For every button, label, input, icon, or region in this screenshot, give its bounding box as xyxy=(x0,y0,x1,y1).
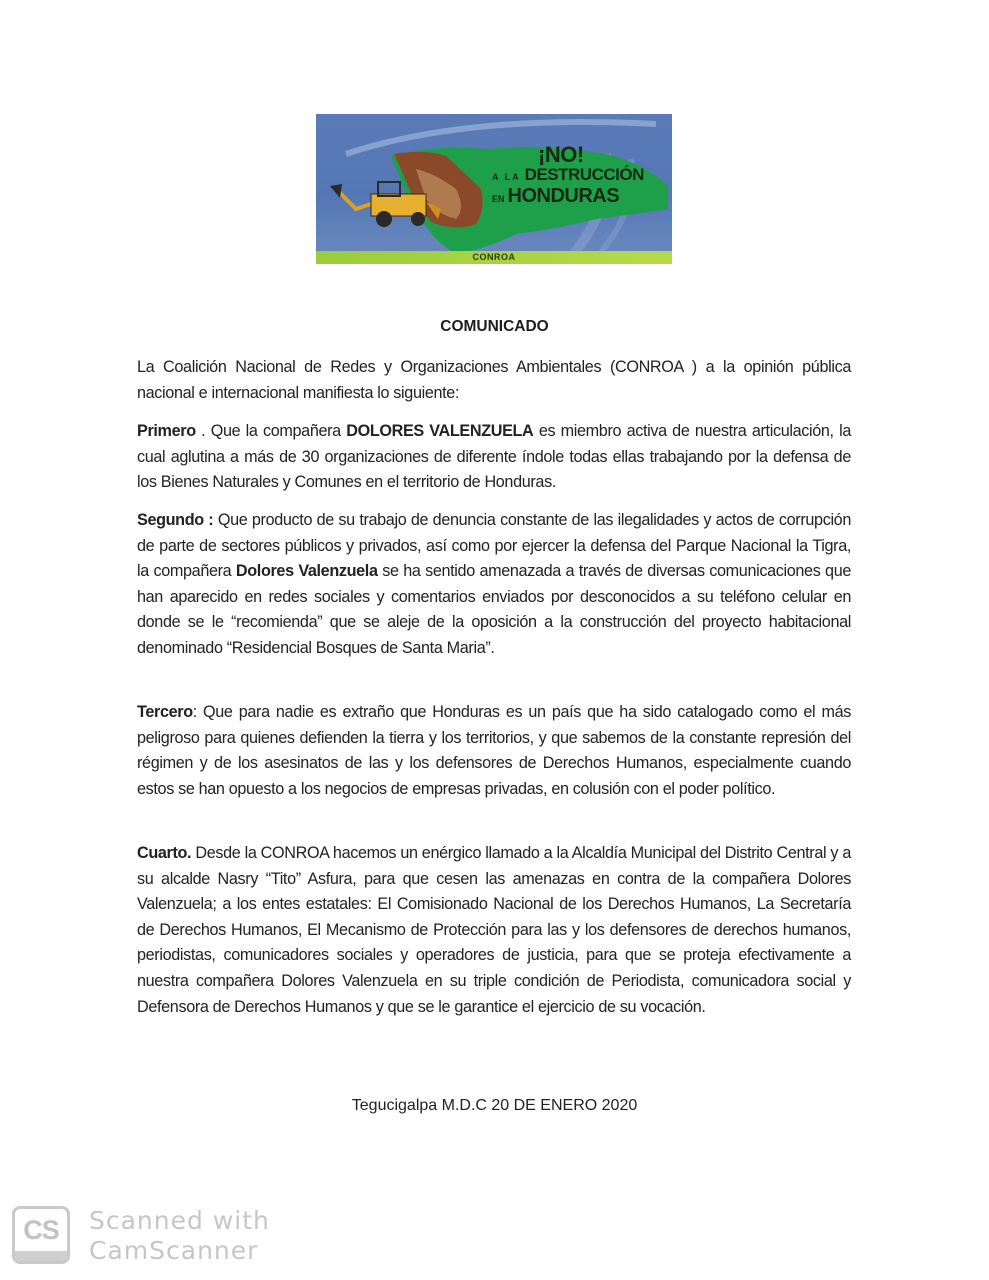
camscanner-logo-icon xyxy=(12,1206,70,1264)
cuarto-text: Desde la CONROA hacemos un enérgico llamado a la Alcaldía Municipal del Distrito Central y a su alcalde Nasry “Tito” Asfura, para que cesen las amenazas en contra de la compañera Dolores Valenzuela; a los entes estatales: El Comisionado Nacional de los Derechos Humanos, La Secretaría de Derechos Humanos, El Mecanismo de Protección para las y los defensores de derechos humanos, periodistas, comunicadores sociales y operadores de justicia, para que se proteja efectivamente a nuestra compañera Dolores Valenzuela en su triple condición de Periodista, comunicadora social y Defensora de Derechos Humanos y que se le garantice el ejercicio de su vocación. xyxy=(137,844,851,1016)
paragraph-cuarto xyxy=(137,841,851,1020)
logo-band-label: CONROA xyxy=(472,252,516,262)
watermark-line-1: Scanned with xyxy=(89,1206,270,1235)
primero-text-1: . Que la compañera xyxy=(195,422,347,440)
logo-row-destruccion xyxy=(492,166,644,186)
date-line: Tegucigalpa M.D.C 20 DE ENERO 2020 xyxy=(351,1097,638,1114)
paragraph-segundo xyxy=(137,508,851,662)
segundo-label: Segundo : xyxy=(137,511,214,529)
primero-name: DOLORES VALENZUELA xyxy=(346,422,534,440)
watermark-line-2: CamScanner xyxy=(89,1236,259,1265)
segundo-name: Dolores Valenzuela xyxy=(235,562,378,581)
logo-honduras: HONDURAS xyxy=(507,185,620,207)
paragraph-tercero xyxy=(137,700,851,802)
paragraph-primero xyxy=(137,419,851,496)
logo-slogan xyxy=(492,144,670,209)
logo-a-la: A LA xyxy=(492,172,521,182)
logo-row-no xyxy=(492,144,584,166)
logo-destruccion: DESTRUCCIÓN xyxy=(524,165,644,184)
primero-label: Primero xyxy=(137,422,196,440)
logo-en: EN xyxy=(492,194,505,204)
logo-no: ¡NO! xyxy=(538,142,584,167)
tercero-text: : Que para nadie es extraño que Honduras es un país que ha sido catalogado como el más peligroso para quienes defienden la tierra y los territorios, y que sabemos de la constante represión del régimen y de los asesinatos de las y los defensores de Derechos Humanos, especialmente cuando estos se han opuesto a los negocios de empresas privadas, en colusión con el poder político. xyxy=(137,703,851,798)
segundo-text-1: Que producto de su trabajo de denuncia constante de las ilegalidades y actos de corrupción de parte de sectores públicos y privados, así como por ejercer la defensa del Parque Nacional la Tigra, la compañera xyxy=(137,511,851,581)
document-title: COMUNICADO xyxy=(440,318,549,335)
camscanner-badge-text: CS xyxy=(23,1215,59,1245)
tercero-label: Tercero xyxy=(137,703,193,721)
logo-band xyxy=(316,251,672,264)
segundo-text-2: se ha sentido amenazada a través de diversas comunicaciones que han aparecido en redes sociales y comentarios enviados por desconocidos a su teléfono celular en donde se le “recomienda” que se aleje de la oposición a la construcción del proyecto habitacional denominado “Residencial Bosques de Santa Maria”. xyxy=(137,562,852,657)
logo-row-honduras xyxy=(492,186,619,209)
cuarto-label: Cuarto. xyxy=(137,844,192,862)
conroa-logo-banner xyxy=(316,114,672,264)
watermark-text xyxy=(89,1206,270,1266)
intro-paragraph: La Coalición Nacional de Redes y Organizaciones Ambientales (CONROA ) a la opinión pública nacional e internacional manifiesta lo siguiente: xyxy=(137,358,851,402)
primero-text-2: es miembro activa de nuestra articulación, la cual aglutina a más de 30 organizaciones de diferente índole todas ellas trabajando por la defensa de los Bienes Naturales y Comunes en el territorio de Honduras. xyxy=(137,422,852,492)
camscanner-badge-bar xyxy=(15,1251,67,1261)
